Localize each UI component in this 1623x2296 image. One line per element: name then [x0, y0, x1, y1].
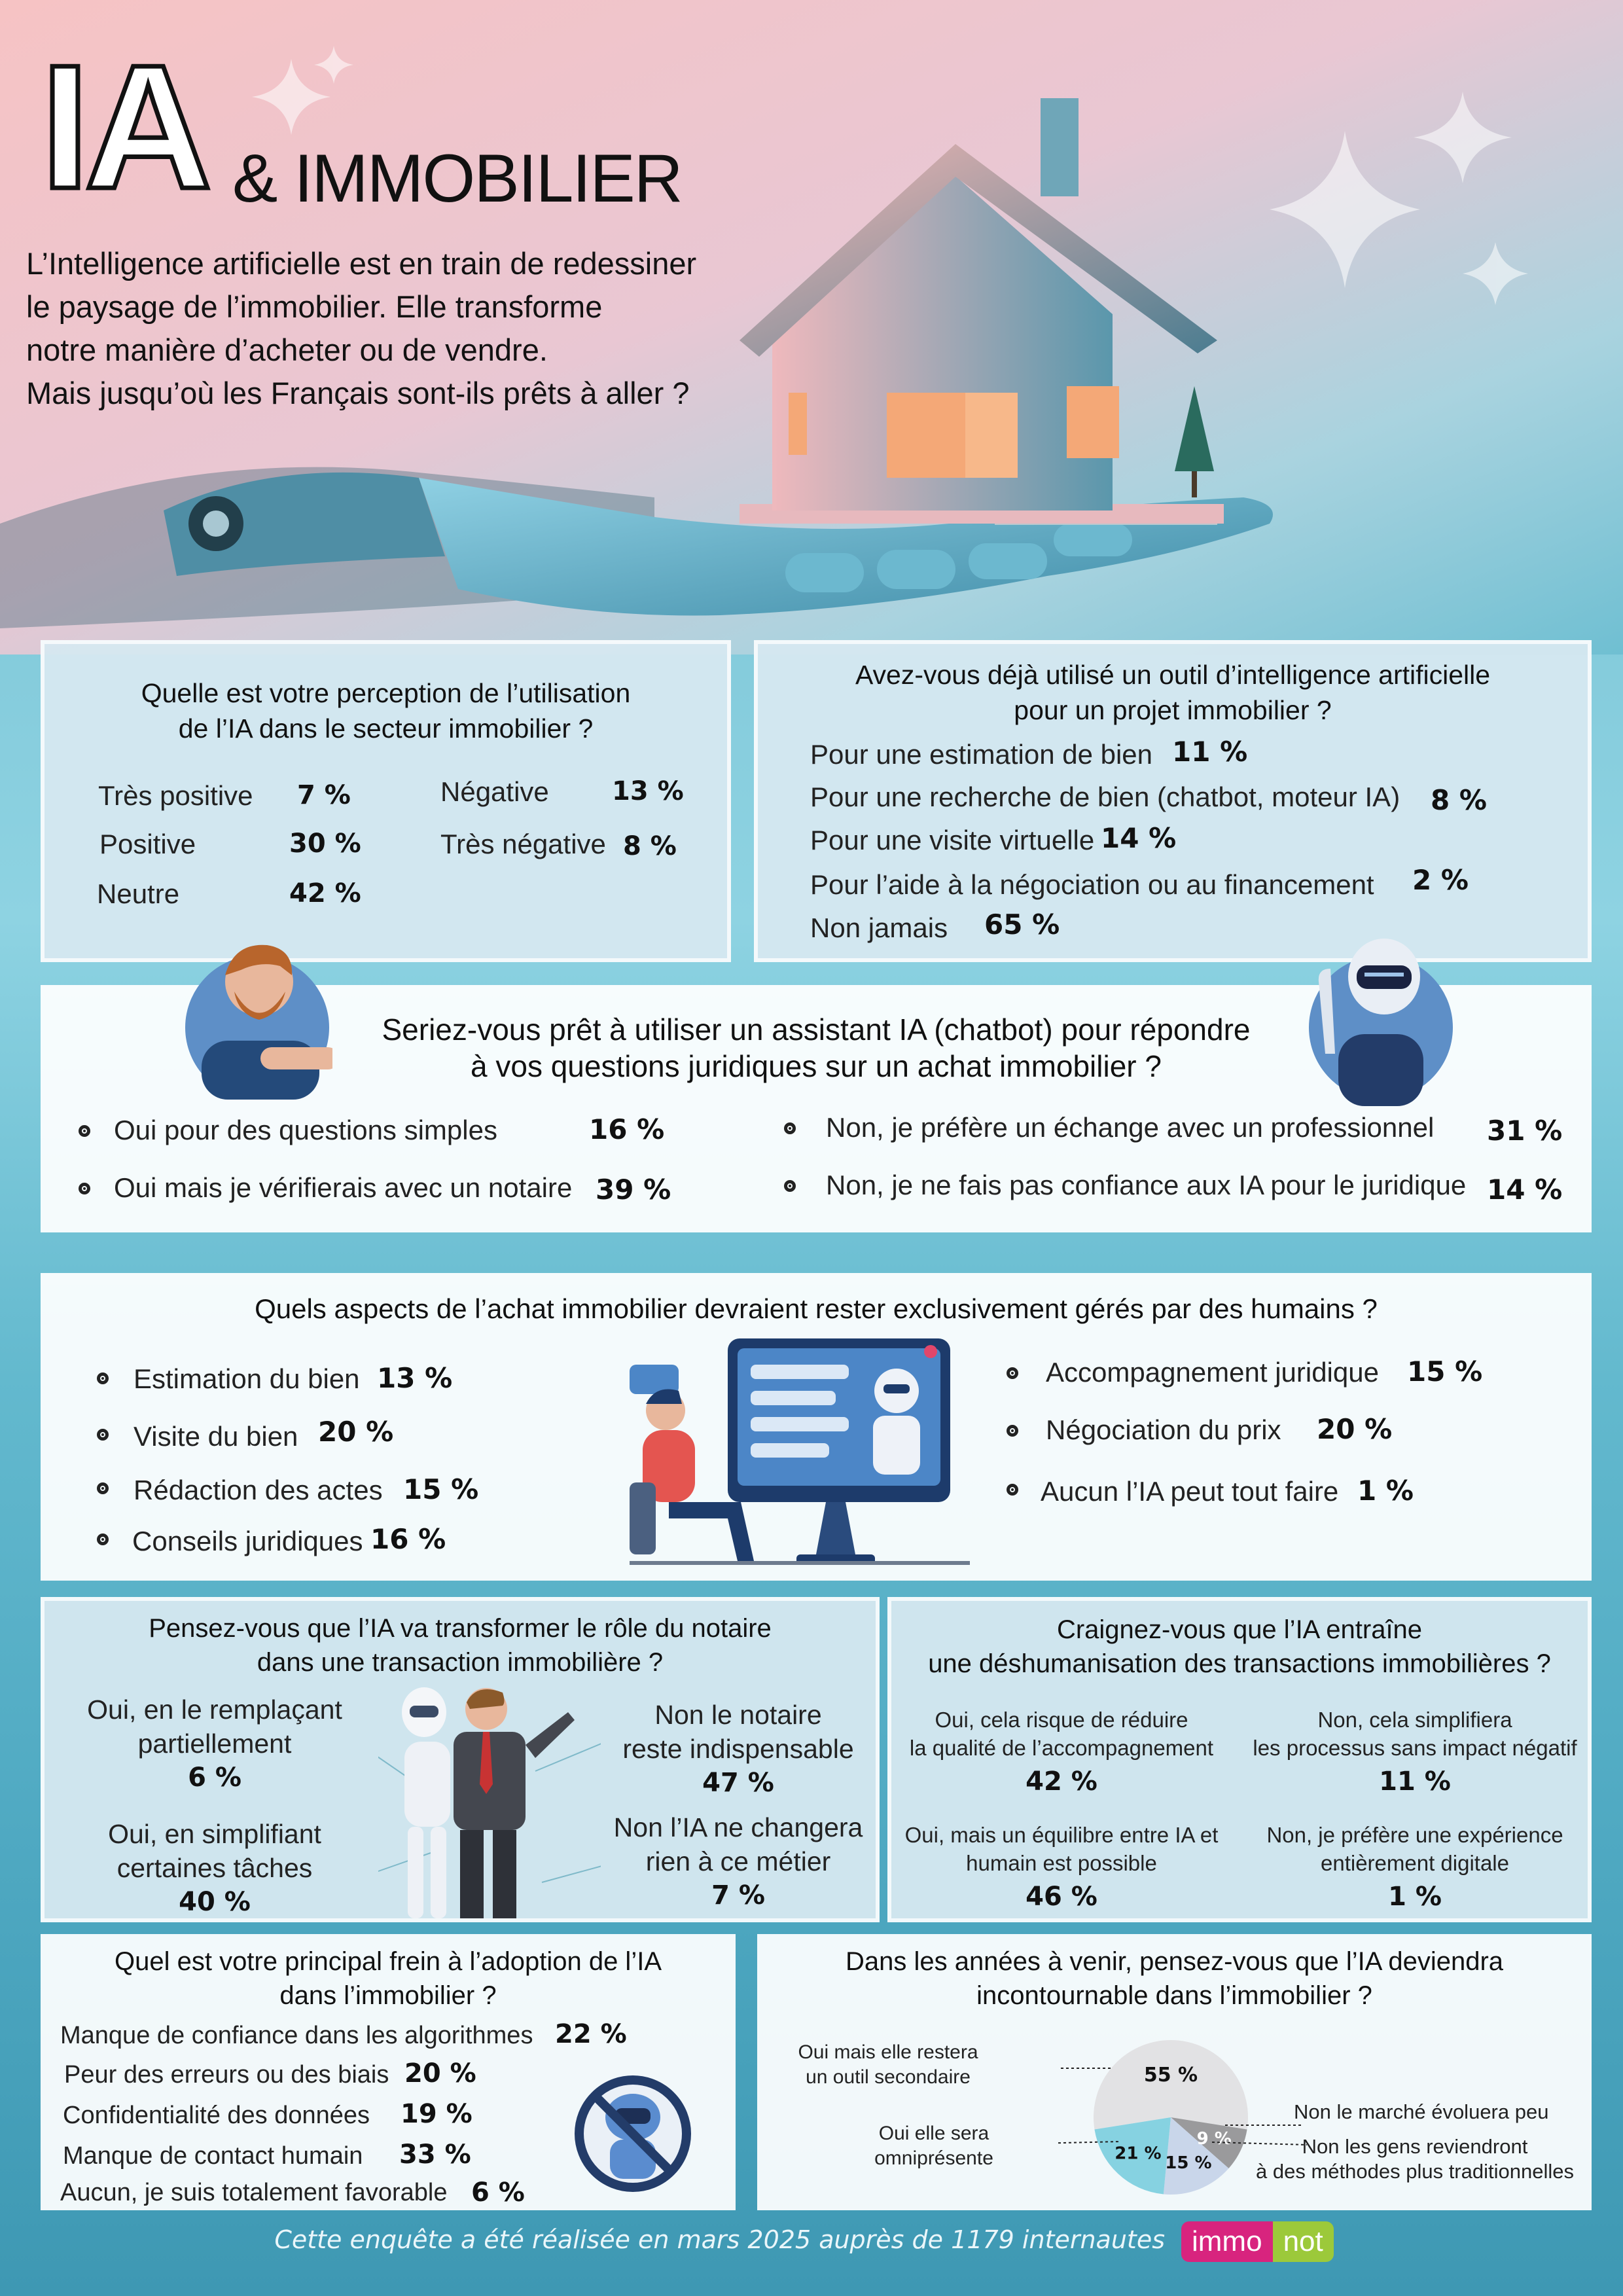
bullet-icon [79, 1125, 90, 1137]
no-robot-icon [571, 2072, 695, 2196]
human-value: 15 % [1407, 1355, 1483, 1388]
bullet-icon [79, 1183, 90, 1194]
bullet-icon [97, 1429, 109, 1441]
bullet-icon [97, 1372, 109, 1384]
notary-robot-illustration [378, 1686, 601, 1922]
usage-card [754, 640, 1592, 962]
pie-label-reviendront: Non les gens reviendront à des méthodes plus traditionnelles [1256, 2135, 1574, 2183]
human-value: 15 % [403, 1473, 479, 1505]
perception-label: Positive [99, 829, 196, 859]
chatbot-label: Oui pour des questions simples [114, 1115, 497, 1145]
human-label: Négociation du prix [1046, 1414, 1281, 1445]
perception-question: Quelle est votre perception de l’utilisation de l’IA dans le secteur immobilier ? [141, 678, 631, 744]
intro-line: le paysage de l’immobilier. Elle transforme [26, 289, 603, 324]
bullet-icon [784, 1122, 796, 1134]
usage-value: 2 % [1412, 864, 1469, 896]
notaire-value: 6 % [188, 1763, 241, 1793]
perception-card [41, 640, 731, 962]
frein-value: 33 % [399, 2140, 471, 2170]
human-question: Quels aspects de l’achat immobilier devraient rester exclusivement gérés par des humains ? [255, 1293, 1378, 1324]
pie-chart [1058, 2032, 1320, 2202]
perception-value: 13 % [612, 776, 684, 806]
notaire-question: Pensez-vous que l’IA va transformer le rôle du notaire dans une transaction immobilière ? [149, 1614, 772, 1677]
usage-value: 65 % [984, 908, 1060, 941]
pie-value-label: 21 % [1115, 2144, 1162, 2164]
frein-value: 22 % [555, 2019, 627, 2049]
logo-part-not: not [1273, 2221, 1334, 2262]
perception-value: 7 % [297, 780, 351, 810]
perception-label: Neutre [97, 878, 180, 909]
chatbot-question: Seriez-vous prêt à utiliser un assistant IA (chatbot) pour répondre à vos questions juridiques sur un achat immobilier ? [382, 1013, 1251, 1083]
bullet-icon [784, 1180, 796, 1192]
usage-label: Non jamais [810, 912, 948, 943]
usage-label: Pour une visite virtuelle [810, 825, 1095, 855]
title-ia: IA [41, 29, 207, 226]
intro-text [26, 242, 831, 415]
usage-value: 11 % [1172, 736, 1248, 768]
futur-question: Dans les années à venir, pensez-vous que l’IA deviendra incontournable dans l’immobilier ? [845, 1947, 1504, 2010]
deshumanisation-question: Craignez-vous que l’IA entraîne une déshumanisation des transactions immobilières ? [928, 1615, 1551, 1678]
bullet-icon [97, 1482, 109, 1494]
deshumanisation-option: Non, cela simplifiera les processus sans impact négatif 11 % [1245, 1706, 1585, 1801]
bullet-icon [1007, 1484, 1018, 1496]
human-label: Visite du bien [134, 1421, 298, 1452]
usage-question: Avez-vous déjà utilisé un outil d’intelligence artificielle pour un projet immobilier ? [855, 660, 1491, 725]
frein-label: Manque de contact humain [63, 2142, 363, 2170]
human-value: 20 % [318, 1416, 394, 1448]
man-avatar-icon [182, 929, 332, 1100]
deshumanisation-option: Non, je préfère une expérience entièrement digitale 1 % [1245, 1821, 1585, 1916]
usage-label: Pour une recherche de bien (chatbot, moteur IA) [810, 781, 1400, 812]
frein-question: Quel est votre principal frein à l’adoption de l’IA dans l’immobilier ? [114, 1947, 662, 2010]
chatbot-label: Non, je préfère un échange avec un professionnel [826, 1112, 1435, 1143]
notaire-option: Non l’IA ne changera rien à ce métier 7 % [601, 1810, 876, 1912]
notaire-value: 47 % [702, 1768, 774, 1798]
human-label: Rédaction des actes [134, 1475, 383, 1505]
chatbot-label: Oui mais je vérifierais avec un notaire [114, 1172, 573, 1203]
frein-label: Manque de confiance dans les algorithmes [60, 2022, 533, 2049]
pie-value-label: 55 % [1143, 2064, 1198, 2087]
frein-label: Peur des erreurs ou des biais [64, 2061, 389, 2089]
intro-line: notre manière d’acheter ou de vendre. [26, 332, 548, 367]
futur-card [757, 1934, 1592, 2210]
intro-line: Mais jusqu’où les Français sont-ils prêts à aller ? [26, 376, 690, 410]
usage-value: 14 % [1101, 822, 1177, 854]
bullet-icon [1007, 1425, 1018, 1437]
title-immobilier: & IMMOBILIER [232, 141, 682, 217]
perception-value: 30 % [289, 829, 361, 859]
usage-value: 8 % [1431, 784, 1487, 816]
notaire-value: 40 % [179, 1887, 251, 1917]
human-label: Aucun l’IA peut tout faire [1041, 1476, 1339, 1507]
human-value: 20 % [1317, 1413, 1393, 1445]
human-value: 1 % [1357, 1475, 1414, 1507]
notaire-option: Oui, en le remplaçant partiellement 6 % [71, 1693, 359, 1795]
human-label: Estimation du bien [134, 1363, 360, 1394]
human-value: 13 % [377, 1362, 453, 1394]
frein-card [41, 1934, 736, 2210]
immonot-logo [1181, 2221, 1334, 2262]
notaire-option: Non le notaire reste indispensable 47 % [601, 1698, 876, 1800]
perception-value: 8 % [623, 831, 677, 861]
chatbot-value: 16 % [589, 1113, 665, 1145]
pie-value-label: 9 % [1196, 2129, 1232, 2149]
chatbot-label: Non, je ne fais pas confiance aux IA pour le juridique [826, 1170, 1467, 1200]
human-label: Accompagnement juridique [1046, 1357, 1379, 1388]
frein-label: Confidentialité des données [63, 2102, 370, 2129]
perception-label: Très positive [98, 780, 253, 811]
survey-note: Cette enquête a été réalisée en mars 2025 auprès de 1179 internautes [274, 2225, 1165, 2254]
chatbot-value: 31 % [1487, 1115, 1563, 1147]
frein-value: 20 % [404, 2058, 476, 2089]
logo-part-immo: immo [1181, 2221, 1273, 2262]
chatbot-value: 39 % [596, 1174, 671, 1206]
deshumanisation-card [887, 1597, 1592, 1922]
deshumanisation-value: 42 % [1026, 1767, 1097, 1797]
human-value: 16 % [370, 1523, 446, 1555]
pie-label-secondaire: Oui mais elle restera un outil secondaire [798, 2041, 978, 2088]
deshumanisation-option: Oui, cela risque de réduire la qualité de l’accompagnement 42 % [898, 1706, 1225, 1801]
chatbot-value: 14 % [1487, 1174, 1563, 1206]
pie-label-evoluera: Non le marché évoluera peu [1294, 2100, 1549, 2123]
notaire-value: 7 % [711, 1880, 765, 1910]
pie-label-omnipresente: Oui elle sera omniprésente [874, 2123, 993, 2169]
notaire-option: Oui, en simplifiant certaines tâches 40 % [71, 1817, 359, 1919]
perception-label: Négative [440, 776, 549, 807]
usage-label: Pour l’aide à la négociation ou au financement [810, 869, 1374, 900]
computer-chatbot-illustration [630, 1338, 970, 1581]
frein-label: Aucun, je suis totalement favorable [60, 2179, 448, 2206]
frein-value: 19 % [401, 2099, 473, 2129]
deshumanisation-value: 46 % [1026, 1882, 1097, 1912]
deshumanisation-value: 11 % [1379, 1767, 1451, 1797]
intro-line: L’Intelligence artificielle est en train de redessiner [26, 246, 697, 281]
bullet-icon [97, 1534, 109, 1545]
pie-value-label: 15 % [1165, 2153, 1212, 2174]
deshumanisation-option: Oui, mais un équilibre entre IA et humain est possible 46 % [898, 1821, 1225, 1916]
perception-value: 42 % [289, 878, 361, 908]
frein-value: 6 % [471, 2178, 525, 2208]
notaire-card [41, 1597, 880, 1922]
usage-label: Pour une estimation de bien [810, 739, 1153, 770]
robot-avatar-icon [1299, 929, 1463, 1106]
bullet-icon [1007, 1367, 1018, 1379]
human-label: Conseils juridiques [132, 1526, 363, 1556]
human-aspects-card [41, 1273, 1592, 1581]
perception-label: Très négative [440, 829, 606, 859]
deshumanisation-value: 1 % [1388, 1882, 1442, 1912]
